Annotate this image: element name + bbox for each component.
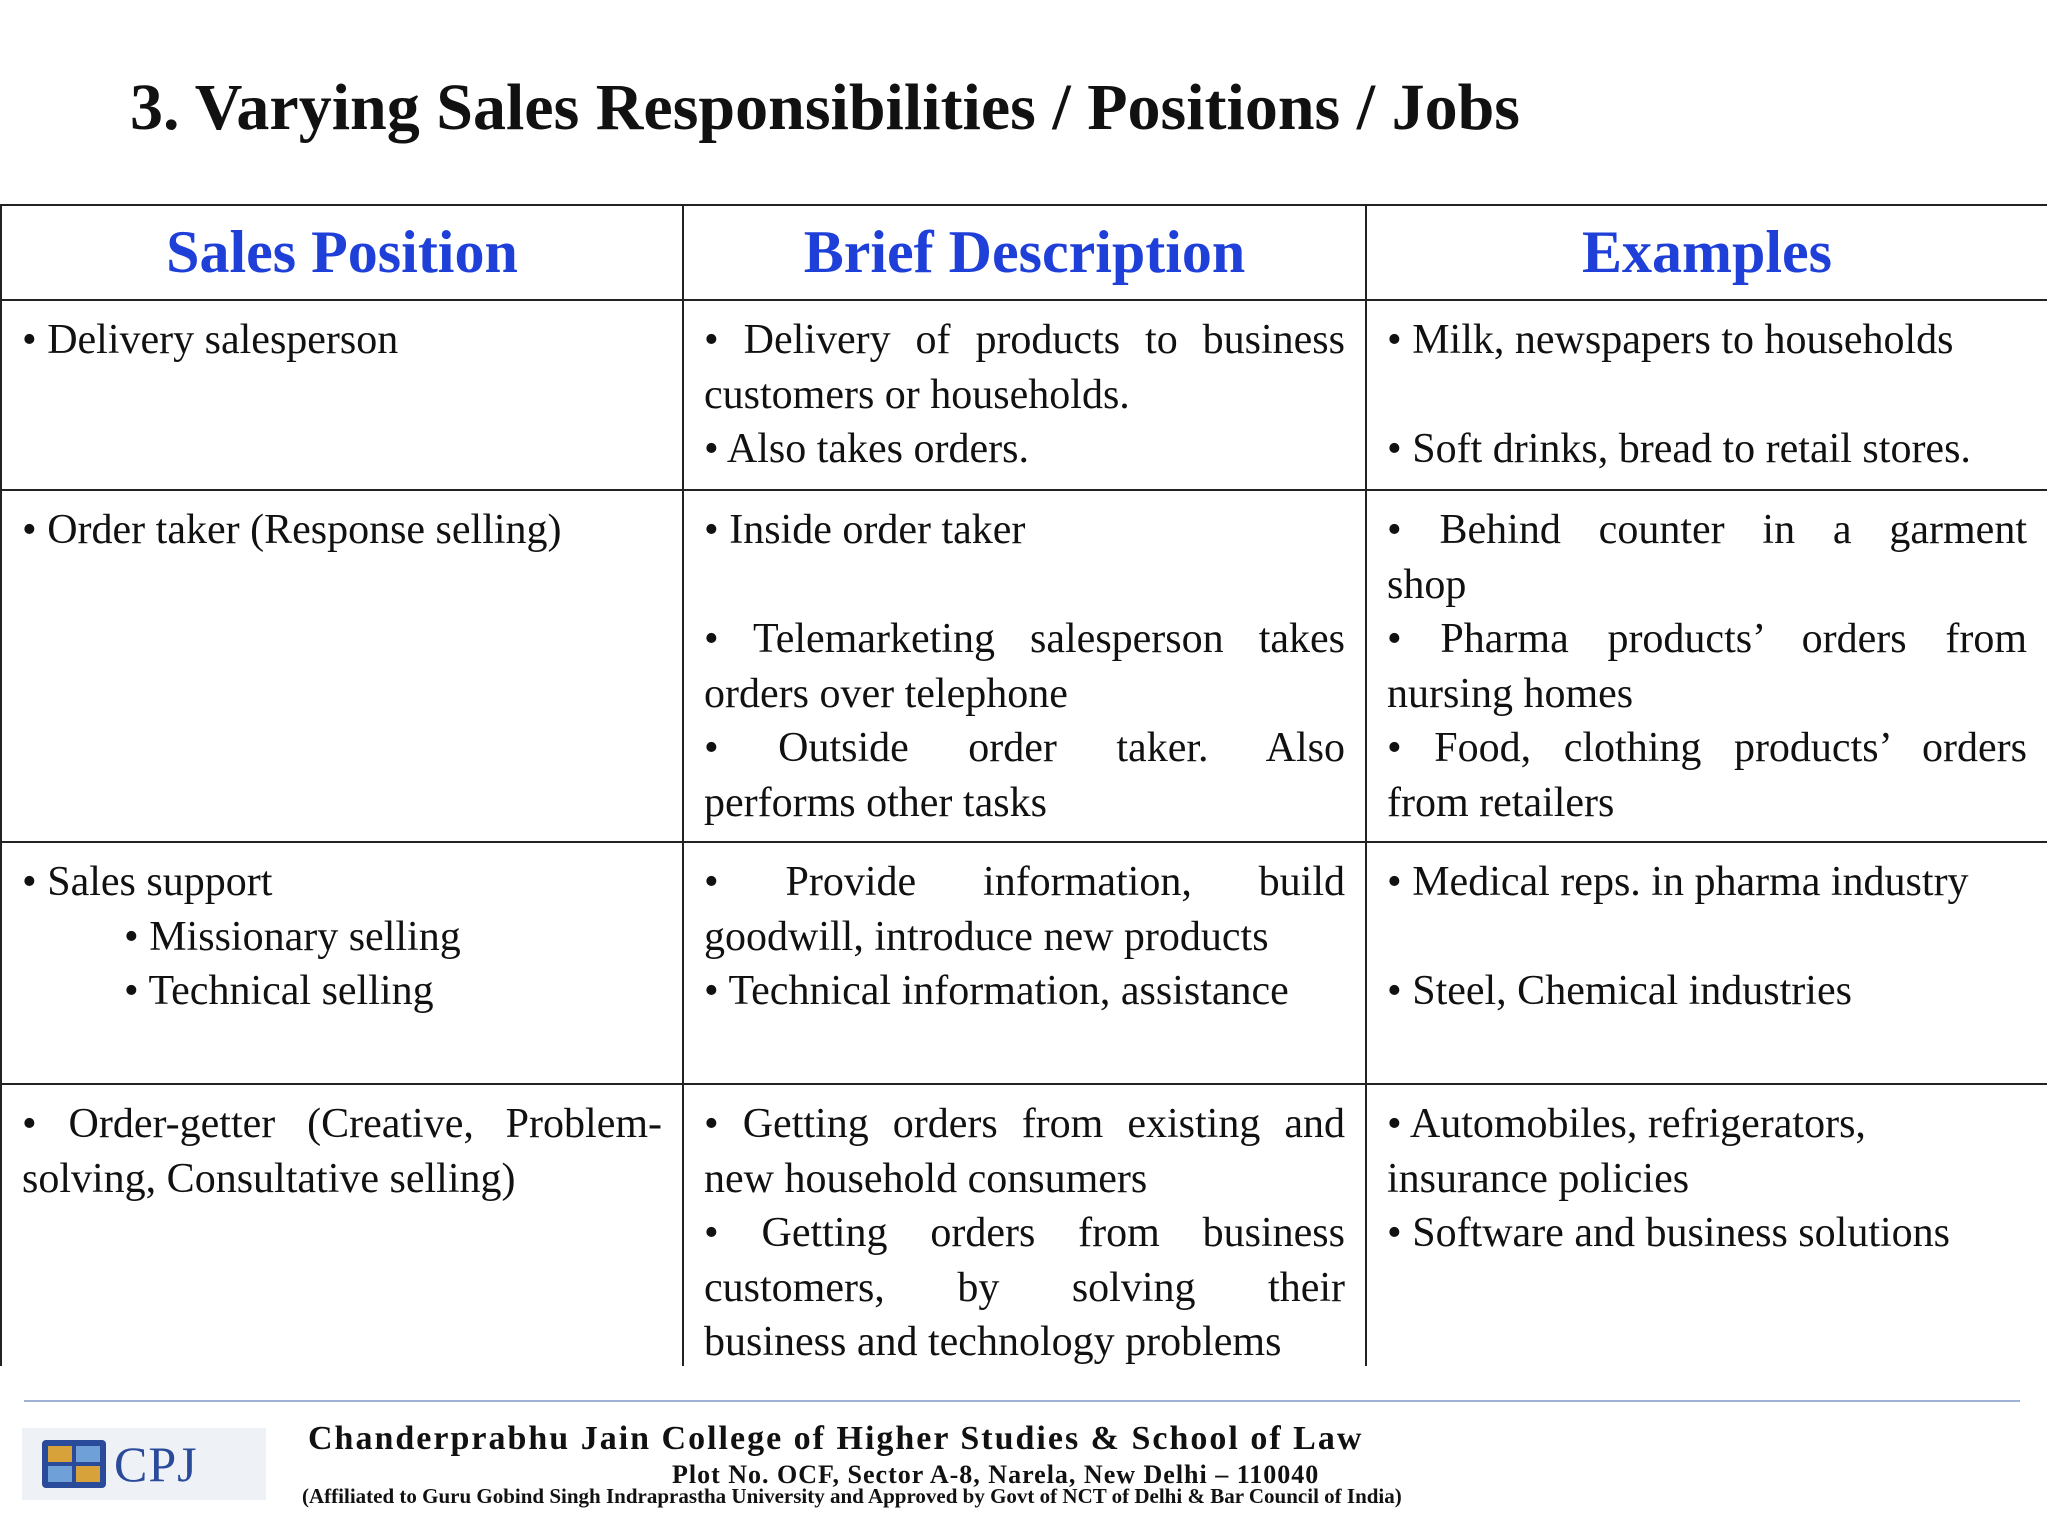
position-cell xyxy=(1,842,683,1084)
position-cell xyxy=(1,300,683,490)
description-cell xyxy=(683,1084,1366,1366)
description-text: • Delivery of products to business xyxy=(704,317,1345,363)
college-address: Plot No. OCF, Sector A-8, Narela, New Delhi – 110040 xyxy=(672,1460,1320,1489)
description-cell xyxy=(683,300,1366,490)
description-text: business and technology problems xyxy=(704,1319,1282,1365)
position-text: • Sales support xyxy=(22,859,273,905)
example-text: shop xyxy=(1387,561,1467,608)
position-text: • Delivery salesperson xyxy=(22,317,399,363)
college-name: Chanderprabhu Jain College of Higher Studies & School of Law xyxy=(308,1420,1364,1457)
line-spacer xyxy=(1387,368,2027,423)
description-text: • Provide information, build xyxy=(704,859,1345,905)
table-row xyxy=(1,1084,2047,1366)
position-subitem: • Missionary selling xyxy=(124,913,461,960)
college-affiliation: (Affiliated to Guru Gobind Singh Indraprastha University and Approved by Govt of NCT of Delhi & Bar Council of India) xyxy=(302,1484,1402,1508)
example-text: insurance policies xyxy=(1387,1155,1690,1202)
example-text: • Pharma products’ orders from xyxy=(1387,616,2027,662)
shield-logo-icon xyxy=(38,1436,110,1492)
example-text: • Software and business solutions xyxy=(1387,1210,1951,1256)
description-text: • Outside order taker. Also xyxy=(704,725,1345,771)
position-cell xyxy=(1,1084,683,1366)
description-text: • Telemarketing salesperson takes xyxy=(704,616,1345,662)
position-text: • Order taker (Response selling) xyxy=(22,507,562,553)
description-text: goodwill, introduce new products xyxy=(704,913,1269,960)
description-text: orders over telephone xyxy=(704,670,1068,717)
header-sales-position: Sales Position xyxy=(1,205,683,300)
table-row xyxy=(1,490,2047,842)
position-text: solving, Consultative selling) xyxy=(22,1155,516,1202)
sales-positions-table-wrapper xyxy=(0,204,2047,1366)
example-text: • Automobiles, refrigerators, xyxy=(1387,1101,1866,1147)
description-text: • Technical information, assistance xyxy=(704,968,1289,1014)
description-text: • Inside order taker xyxy=(704,507,1026,553)
table-row xyxy=(1,842,2047,1084)
description-text: performs other tasks xyxy=(704,779,1047,826)
header-brief-description: Brief Description xyxy=(683,205,1366,300)
line-spacer xyxy=(1387,910,2027,965)
position-text: • Order-getter (Creative, Problem- xyxy=(22,1101,662,1147)
example-text: • Behind counter in a garment xyxy=(1387,507,2027,553)
header-examples: Examples xyxy=(1366,205,2047,300)
table-row xyxy=(1,300,2047,490)
footer-divider xyxy=(24,1400,2020,1402)
sales-positions-table xyxy=(0,204,2047,1366)
line-spacer xyxy=(704,558,1345,613)
college-logo xyxy=(22,1428,266,1500)
slide-title: 3. Varying Sales Responsibilities / Positions / Jobs xyxy=(130,71,1520,144)
example-text: • Soft drinks, bread to retail stores. xyxy=(1387,426,1971,472)
example-text: • Milk, newspapers to households xyxy=(1387,317,1954,363)
example-text: • Medical reps. in pharma industry xyxy=(1387,859,1969,905)
example-text: nursing homes xyxy=(1387,670,1634,717)
example-text: • Food, clothing products’ orders xyxy=(1387,725,2027,771)
position-subitem: • Technical selling xyxy=(124,968,434,1014)
description-text: • Getting orders from business xyxy=(704,1210,1345,1256)
description-text: customers or households. xyxy=(704,371,1130,418)
examples-cell xyxy=(1366,1084,2047,1366)
examples-cell xyxy=(1366,490,2047,842)
description-cell xyxy=(683,490,1366,842)
description-text: • Getting orders from existing and xyxy=(704,1101,1345,1147)
table-header-row xyxy=(1,205,2047,300)
examples-cell xyxy=(1366,300,2047,490)
examples-cell xyxy=(1366,842,2047,1084)
position-cell xyxy=(1,490,683,842)
example-text: from retailers xyxy=(1387,779,1615,826)
description-text: new household consumers xyxy=(704,1155,1148,1202)
description-cell xyxy=(683,842,1366,1084)
description-text: customers, by solving their xyxy=(704,1264,1345,1311)
example-text: • Steel, Chemical industries xyxy=(1387,968,1852,1014)
description-text: • Also takes orders. xyxy=(704,426,1029,472)
logo-text: CPJ xyxy=(114,1436,198,1492)
